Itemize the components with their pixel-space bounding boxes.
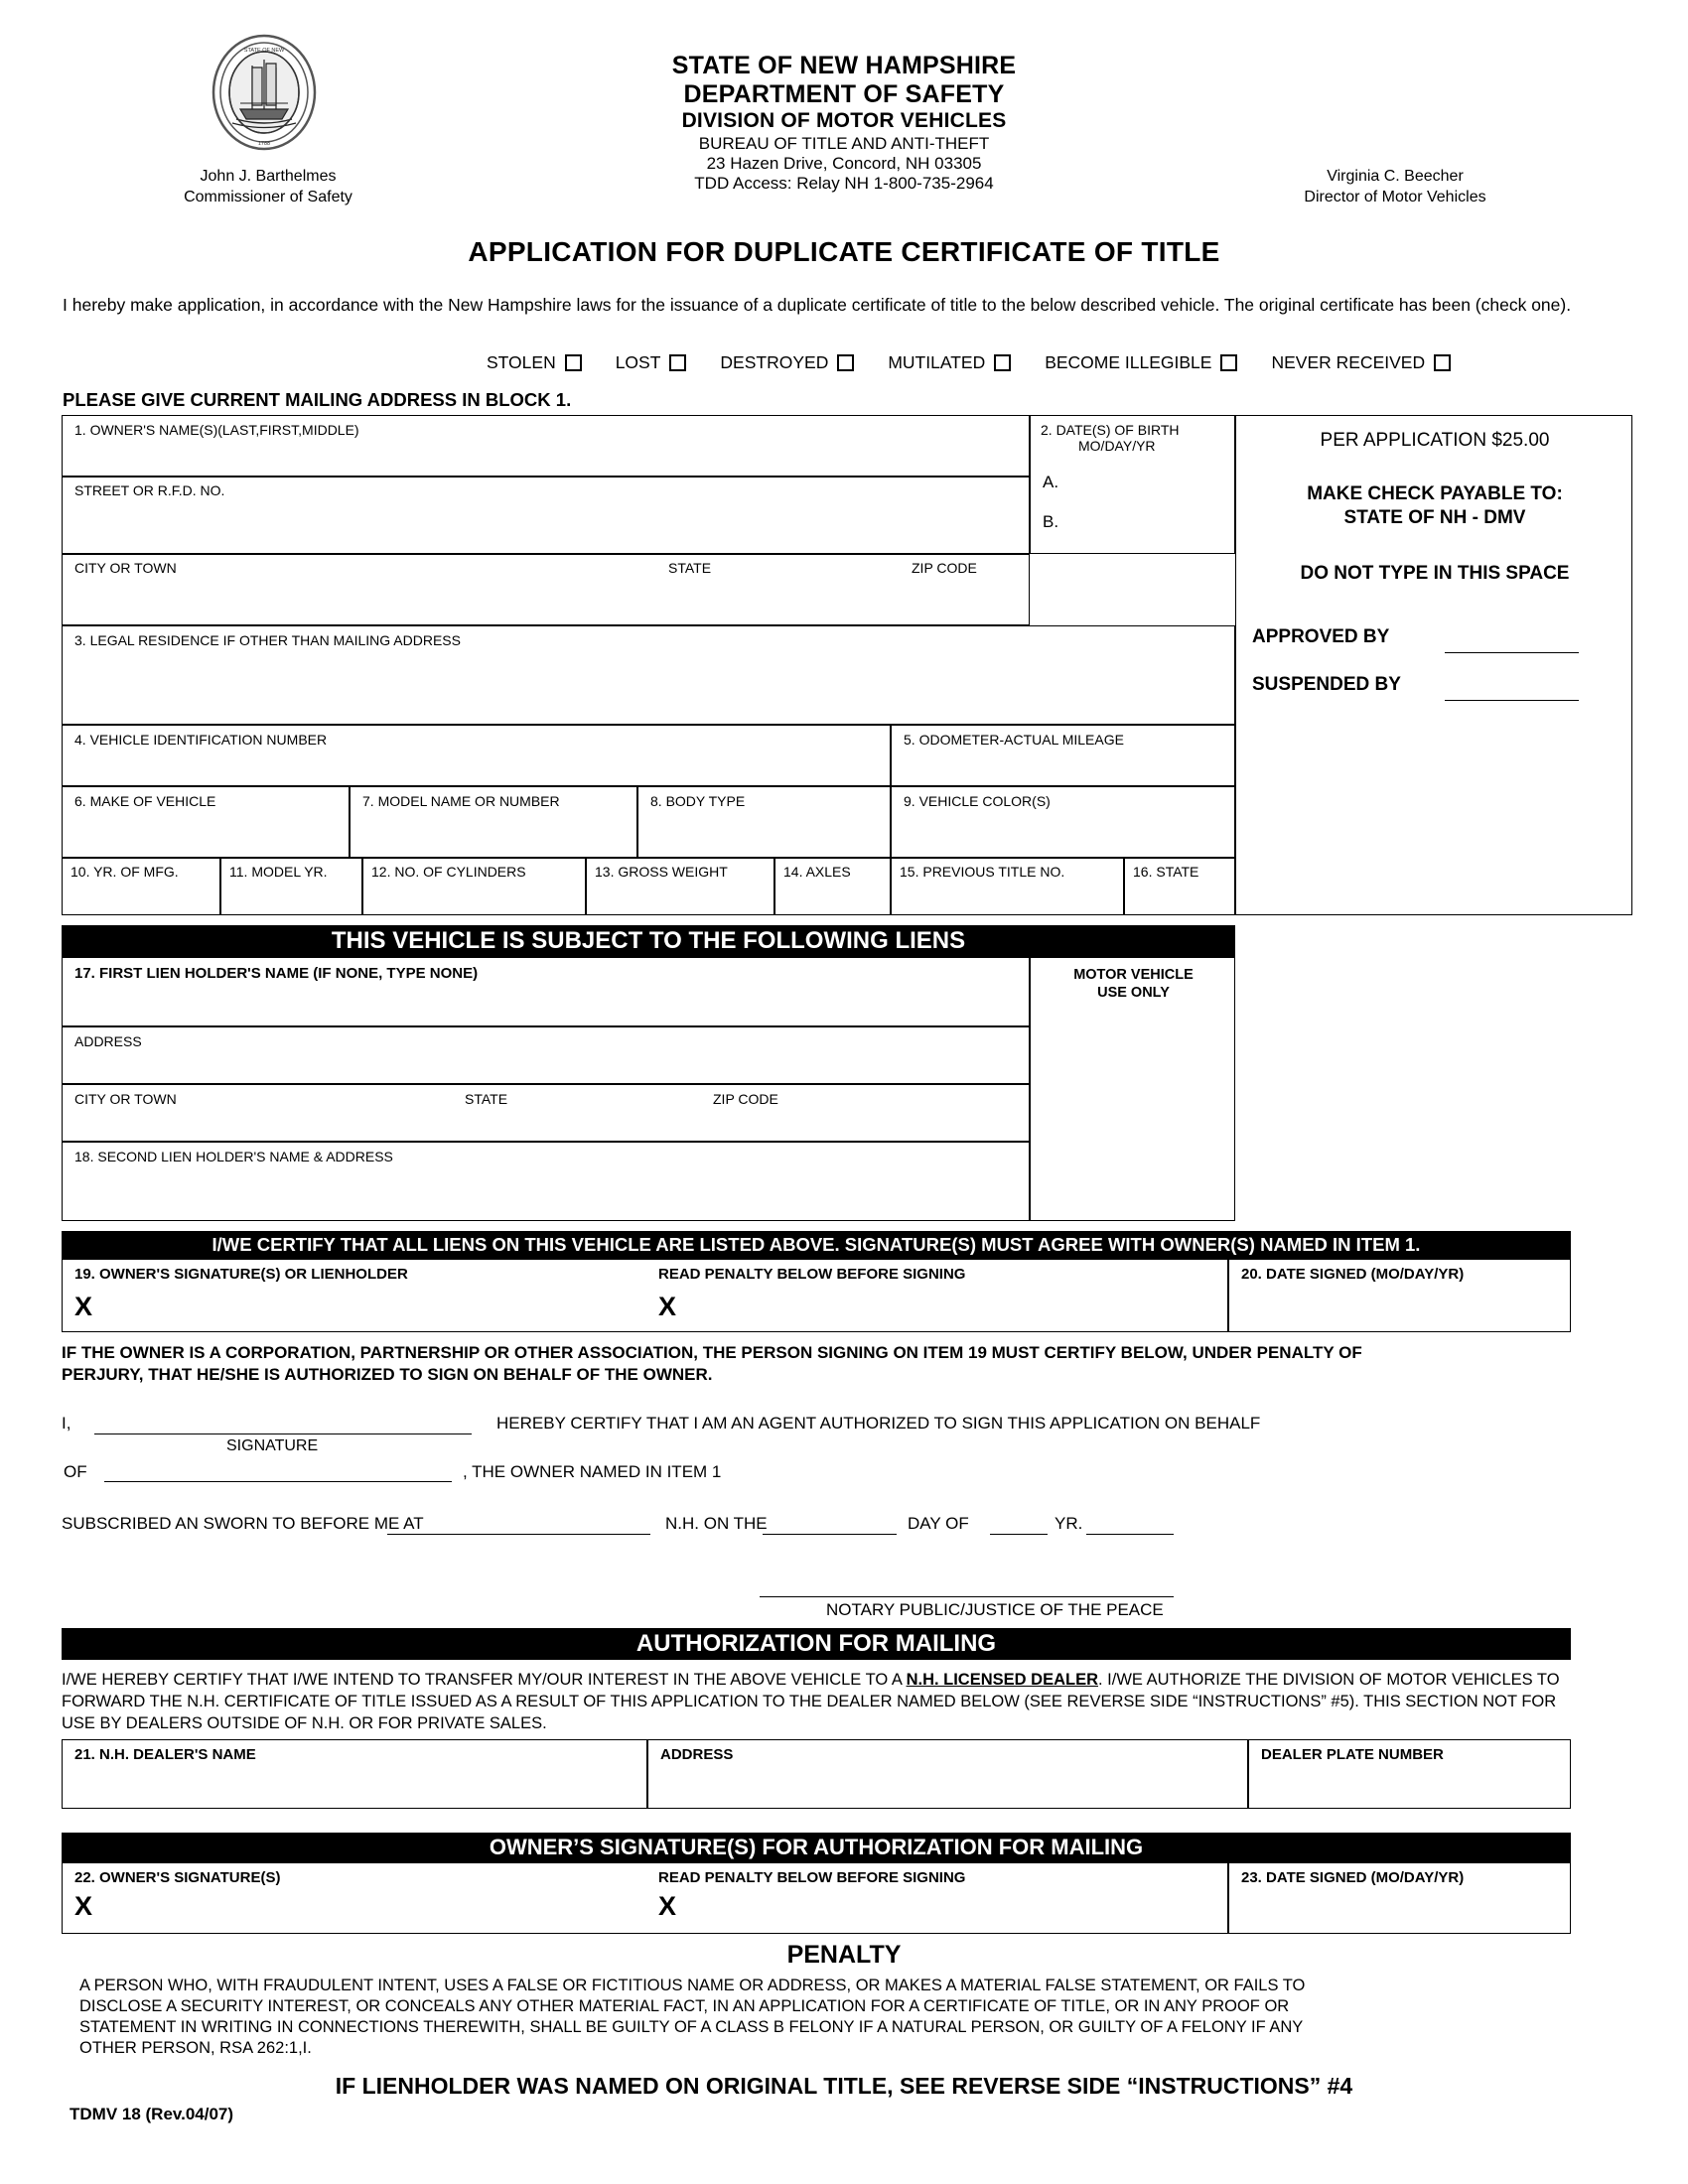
intro-paragraph: I hereby make application, in accordance with the New Hampshire laws for the issuance of a duplicate certificate of title to the below described vehicle. The original certificate has been (check one).	[63, 295, 1572, 315]
dmv-use-panel	[1235, 415, 1632, 915]
checkbox-box-never-received[interactable]	[1434, 354, 1451, 371]
field-lien-address[interactable]	[62, 1026, 1030, 1084]
checkbox-label-mutilated: MUTILATED	[888, 352, 986, 372]
checkbox-box-stolen[interactable]	[565, 354, 582, 371]
yr-line[interactable]	[1086, 1534, 1174, 1535]
yr-label: YR.	[1055, 1514, 1083, 1533]
read-penalty-label-19: READ PENALTY BELOW BEFORE SIGNING	[658, 1266, 966, 1283]
subscribed-at-line[interactable]	[387, 1534, 650, 1535]
mailing-line1-a: I/WE HEREBY CERTIFY THAT I/WE INTEND TO TRANSFER MY/OUR INTEREST IN THE ABOVE VEHICLE TO A	[62, 1671, 907, 1689]
penalty-line1: A PERSON WHO, WITH FRAUDULENT INTENT, USES A FALSE OR FICTITIOUS NAME OR ADDRESS, OR MAKES A MATERIAL FALSE STATEMENT, OR FAILS TO	[79, 1977, 1306, 1994]
state-seal-icon	[211, 34, 318, 151]
mailing-address-notice: PLEASE GIVE CURRENT MAILING ADDRESS IN BLOCK 1.	[63, 389, 572, 410]
checkbox-box-lost[interactable]	[669, 354, 686, 371]
agent-signature-line[interactable]	[94, 1433, 472, 1434]
field-legal-residence[interactable]	[62, 625, 1235, 725]
checkbox-destroyed[interactable]	[720, 352, 854, 373]
field-dealer-address-label: ADDRESS	[660, 1746, 734, 1763]
agent-owner-named-text: , THE OWNER NAMED IN ITEM 1	[463, 1462, 722, 1481]
mv-use-only-line1: MOTOR VEHICLE	[1073, 967, 1194, 983]
agent-signature-caption: SIGNATURE	[226, 1437, 319, 1454]
corporation-note-line2: PERJURY, THAT HE/SHE IS AUTHORIZED TO SIGN ON BEHALF OF THE OWNER.	[62, 1365, 713, 1384]
approved-by-line[interactable]	[1445, 652, 1579, 653]
field-gross-weight-label: 13. GROSS WEIGHT	[595, 864, 728, 880]
field-odometer-label: 5. ODOMETER-ACTUAL MILEAGE	[904, 732, 1124, 748]
mailing-line2: OF MOTOR VEHICLES TO FORWARD THE N.H. CERTIFICATE OF TITLE ISSUED AS A RESULT OF THIS APPLICATION TO THE DEALER NAMED BELOW (SEE REVERSE	[62, 1671, 1560, 1710]
field-first-lien-holder-name[interactable]	[62, 957, 1030, 1026]
field-lien-city-state-zip[interactable]	[62, 1084, 1030, 1142]
agent-hereby-certify-text: HEREBY CERTIFY THAT I AM AN AGENT AUTHORIZED TO SIGN THIS APPLICATION ON BEHALF	[496, 1414, 1261, 1433]
checkbox-box-mutilated[interactable]	[994, 354, 1011, 371]
signature-x-mark-22b: X	[658, 1891, 677, 1921]
agency-line-3: DIVISION OF MOTOR VEHICLES	[681, 109, 1007, 132]
agency-line-6: TDD Access: Relay NH 1-800-735-2964	[694, 173, 994, 193]
agent-of-label: OF	[64, 1462, 87, 1481]
field-body-type-label: 8. BODY TYPE	[650, 793, 746, 809]
nh-licensed-dealer-emphasis: N.H. LICENSED DEALER	[906, 1671, 1098, 1689]
penalty-line4: OTHER PERSON, RSA 262:1,I.	[79, 2039, 312, 2057]
approved-by-label: APPROVED BY	[1252, 626, 1390, 647]
agency-heading	[556, 52, 1132, 194]
director-block	[1231, 167, 1559, 208]
liens-banner: THIS VEHICLE IS SUBJECT TO THE FOLLOWING LIENS	[62, 925, 1235, 957]
field-axles[interactable]	[774, 858, 891, 915]
suspended-by-label: SUSPENDED BY	[1252, 674, 1401, 695]
checkbox-box-become-illegible[interactable]	[1220, 354, 1237, 371]
field-owner-name-label: 1. OWNER'S NAME(S)(LAST,FIRST,MIDDLE)	[74, 422, 359, 438]
commissioner-block	[119, 167, 417, 208]
checkbox-label-become-illegible: BECOME ILLEGIBLE	[1045, 352, 1212, 372]
field-cylinders[interactable]	[362, 858, 586, 915]
field-city-label: CITY OR TOWN	[74, 560, 177, 576]
field-21-label: 21. N.H. DEALER'S NAME	[74, 1746, 256, 1763]
form-header	[0, 0, 1688, 205]
commissioner-title: Commissioner of Safety	[184, 188, 352, 205]
svg-text:1788: 1788	[257, 141, 271, 147]
director-title: Director of Motor Vehicles	[1304, 188, 1486, 205]
mailing-line1-b: . I/WE AUTHORIZE THE DIVISION	[1098, 1671, 1355, 1689]
field-23-label: 23. DATE SIGNED (MO/DAY/YR)	[1241, 1869, 1465, 1886]
notary-caption: NOTARY PUBLIC/JUSTICE OF THE PEACE	[826, 1600, 1164, 1619]
field-dealer-name[interactable]	[62, 1739, 647, 1809]
suspended-by-line[interactable]	[1445, 700, 1579, 701]
signature-x-mark-19a: X	[74, 1292, 93, 1321]
field-lien-state-label: STATE	[465, 1091, 508, 1107]
field-dates-of-birth[interactable]	[1030, 415, 1235, 554]
read-penalty-label-22: READ PENALTY BELOW BEFORE SIGNING	[658, 1869, 966, 1886]
field-dealer-plate-label: DEALER PLATE NUMBER	[1261, 1746, 1444, 1763]
penalty-heading: PENALTY	[786, 1941, 902, 1969]
field-owner-name[interactable]	[62, 415, 1030, 477]
checkbox-label-lost: LOST	[615, 352, 661, 372]
page-title: APPLICATION FOR DUPLICATE CERTIFICATE OF TITLE	[468, 236, 1220, 267]
field-second-lien-holder[interactable]	[62, 1142, 1030, 1221]
make-check-payable-line2: STATE OF NH - DMV	[1343, 507, 1526, 528]
mailing-certify-paragraph	[62, 1670, 1571, 1735]
field-20-label: 20. DATE SIGNED (MO/DAY/YR)	[1241, 1266, 1465, 1283]
checkbox-label-stolen: STOLEN	[487, 352, 556, 372]
field-year-of-mfg[interactable]	[62, 858, 220, 915]
field-legal-residence-label: 3. LEGAL RESIDENCE IF OTHER THAN MAILING ADDRESS	[74, 632, 461, 648]
field-lien-zip-label: ZIP CODE	[713, 1091, 778, 1107]
field-owner-signature-mailing[interactable]	[62, 1862, 1228, 1934]
penalty-line3: STATEMENT IN WRITING IN CONNECTIONS THEREWITH, SHALL BE GUILTY OF A CLASS B FELONY IF A NATURAL PERSON, OR GUILTY OF A FELONY IF ANY	[79, 2018, 1304, 2036]
field-zip-label: ZIP CODE	[912, 560, 977, 576]
field-date-signed-20[interactable]	[1228, 1259, 1571, 1332]
lienholder-reverse-notice: IF LIENHOLDER WAS NAMED ON ORIGINAL TITLE, SEE REVERSE SIDE “INSTRUCTIONS” #4	[335, 2073, 1353, 2099]
corporation-note-line1: IF THE OWNER IS A CORPORATION, PARTNERSHIP OR OTHER ASSOCIATION, THE PERSON SIGNING ON ITEM 19 MUST CERTIFY BELOW, UNDER PENALTY OF	[62, 1343, 1362, 1362]
subscribed-label: SUBSCRIBED AN SWORN TO BEFORE ME AT	[62, 1514, 424, 1533]
certify-liens-banner: I/WE CERTIFY THAT ALL LIENS ON THIS VEHICLE ARE LISTED ABOVE. SIGNATURE(S) MUST AGREE WITH OWNER(S) NAMED IN ITEM 1.	[62, 1231, 1571, 1259]
field-previous-state[interactable]	[1124, 858, 1235, 915]
director-name: Virginia C. Beecher	[1327, 168, 1464, 185]
field-vin[interactable]	[62, 725, 891, 786]
agency-line-1: STATE OF NEW HAMPSHIRE	[671, 52, 1017, 79]
field-street-label: STREET OR R.F.D. NO.	[74, 482, 225, 498]
field-model[interactable]	[350, 786, 637, 858]
checkbox-label-never-received: NEVER RECEIVED	[1271, 352, 1426, 372]
make-check-payable-line1: MAKE CHECK PAYABLE TO:	[1307, 483, 1563, 504]
mailing-line3: SIDE “INSTRUCTIONS” #5). THIS SECTION NOT FOR USE BY DEALERS OUTSIDE OF N.H. OR FOR PRIVATE SALES.	[62, 1692, 1557, 1732]
mv-use-only-line2: USE ONLY	[1097, 985, 1170, 1001]
motor-vehicle-use-only-panel	[1030, 957, 1235, 1221]
day-of-label: DAY OF	[908, 1514, 969, 1533]
field-gross-weight[interactable]	[586, 858, 774, 915]
checkbox-label-destroyed: DESTROYED	[720, 352, 829, 372]
owner-signature-mailing-banner: OWNER’S SIGNATURE(S) FOR AUTHORIZATION FOR MAILING	[62, 1833, 1571, 1862]
form-code: TDMV 18 (Rev.04/07)	[70, 2105, 234, 2123]
field-vin-label: 4. VEHICLE IDENTIFICATION NUMBER	[74, 732, 328, 748]
field-first-lien-holder-label: 17. FIRST LIEN HOLDER'S NAME (IF NONE, TYPE NONE)	[74, 965, 479, 982]
agency-line-5: 23 Hazen Drive, Concord, NH 03305	[706, 154, 982, 174]
field-model-year-label: 11. MODEL YR.	[229, 864, 328, 880]
field-model-year[interactable]	[220, 858, 362, 915]
field-state-label: STATE	[668, 560, 712, 576]
field-dealer-address[interactable]	[647, 1739, 1248, 1809]
checkbox-lost[interactable]	[616, 352, 687, 373]
field-color-label: 9. VEHICLE COLOR(S)	[904, 793, 1051, 809]
do-not-type-notice: DO NOT TYPE IN THIS SPACE	[1300, 563, 1570, 584]
field-second-lien-holder-label: 18. SECOND LIEN HOLDER'S NAME & ADDRESS	[74, 1149, 393, 1164]
checkbox-mutilated[interactable]	[888, 352, 1011, 373]
field-year-of-mfg-label: 10. YR. OF MFG.	[70, 864, 179, 880]
checkbox-become-illegible[interactable]	[1045, 352, 1237, 373]
signature-x-mark-19b: X	[658, 1292, 677, 1321]
field-model-label: 7. MODEL NAME OR NUMBER	[362, 793, 560, 809]
field-make[interactable]	[62, 786, 350, 858]
day-of-line[interactable]	[990, 1534, 1048, 1535]
authorization-mailing-banner: AUTHORIZATION FOR MAILING	[62, 1628, 1571, 1660]
checkbox-stolen[interactable]	[487, 352, 582, 373]
field-body-type[interactable]	[637, 786, 891, 858]
field-22-label: 22. OWNER'S SIGNATURE(S)	[74, 1869, 281, 1886]
on-the-day-line[interactable]	[763, 1534, 897, 1535]
field-lien-address-label: ADDRESS	[74, 1033, 142, 1049]
svg-text:STATE OF NEW: STATE OF NEW	[243, 48, 285, 54]
agent-i-label: I,	[62, 1414, 71, 1433]
field-odometer[interactable]	[891, 725, 1235, 786]
field-dob-row-a: A.	[1043, 473, 1059, 491]
field-previous-title-no[interactable]	[891, 858, 1124, 915]
reason-checkbox-row	[487, 352, 1609, 373]
agency-line-4: BUREAU OF TITLE AND ANTI-THEFT	[698, 134, 990, 154]
field-color[interactable]	[891, 786, 1235, 858]
field-dob-label-line1: 2. DATE(S) OF BIRTH	[1041, 422, 1180, 438]
field-make-label: 6. MAKE OF VEHICLE	[74, 793, 216, 809]
field-dob-row-b: B.	[1043, 512, 1059, 531]
penalty-line2: DISCLOSE A SECURITY INTEREST, OR CONCEALS ANY OTHER MATERIAL FACT, IN AN APPLICATION FOR A CERTIFICATE OF TITLE, OR IN ANY PROOF OR	[79, 1997, 1290, 2015]
field-city-state-zip[interactable]	[62, 554, 1030, 625]
per-application-fee: PER APPLICATION $25.00	[1320, 430, 1550, 451]
commissioner-name: John J. Barthelmes	[200, 168, 337, 185]
field-previous-title-no-label: 15. PREVIOUS TITLE NO.	[900, 864, 1065, 880]
field-previous-state-label: 16. STATE	[1133, 864, 1199, 880]
notary-signature-line[interactable]	[760, 1596, 1174, 1597]
field-dob-label-line2: MO/DAY/YR	[1078, 438, 1156, 454]
field-axles-label: 14. AXLES	[783, 864, 851, 880]
checkbox-box-destroyed[interactable]	[837, 354, 854, 371]
checkbox-never-received[interactable]	[1271, 352, 1451, 373]
nh-on-the-label: N.H. ON THE	[665, 1514, 768, 1533]
field-cylinders-label: 12. NO. OF CYLINDERS	[371, 864, 526, 880]
field-lien-city-label: CITY OR TOWN	[74, 1091, 177, 1107]
field-date-signed-23[interactable]	[1228, 1862, 1571, 1934]
field-19-label: 19. OWNER'S SIGNATURE(S) OR LIENHOLDER	[74, 1266, 408, 1283]
agent-owner-line[interactable]	[104, 1481, 452, 1482]
field-street[interactable]	[62, 477, 1030, 554]
signature-x-mark-22a: X	[74, 1891, 93, 1921]
agency-line-2: DEPARTMENT OF SAFETY	[683, 80, 1005, 108]
field-owner-signature[interactable]	[62, 1259, 1228, 1332]
right-margin-spacer	[1235, 957, 1571, 1221]
field-dealer-plate-number[interactable]	[1248, 1739, 1571, 1809]
